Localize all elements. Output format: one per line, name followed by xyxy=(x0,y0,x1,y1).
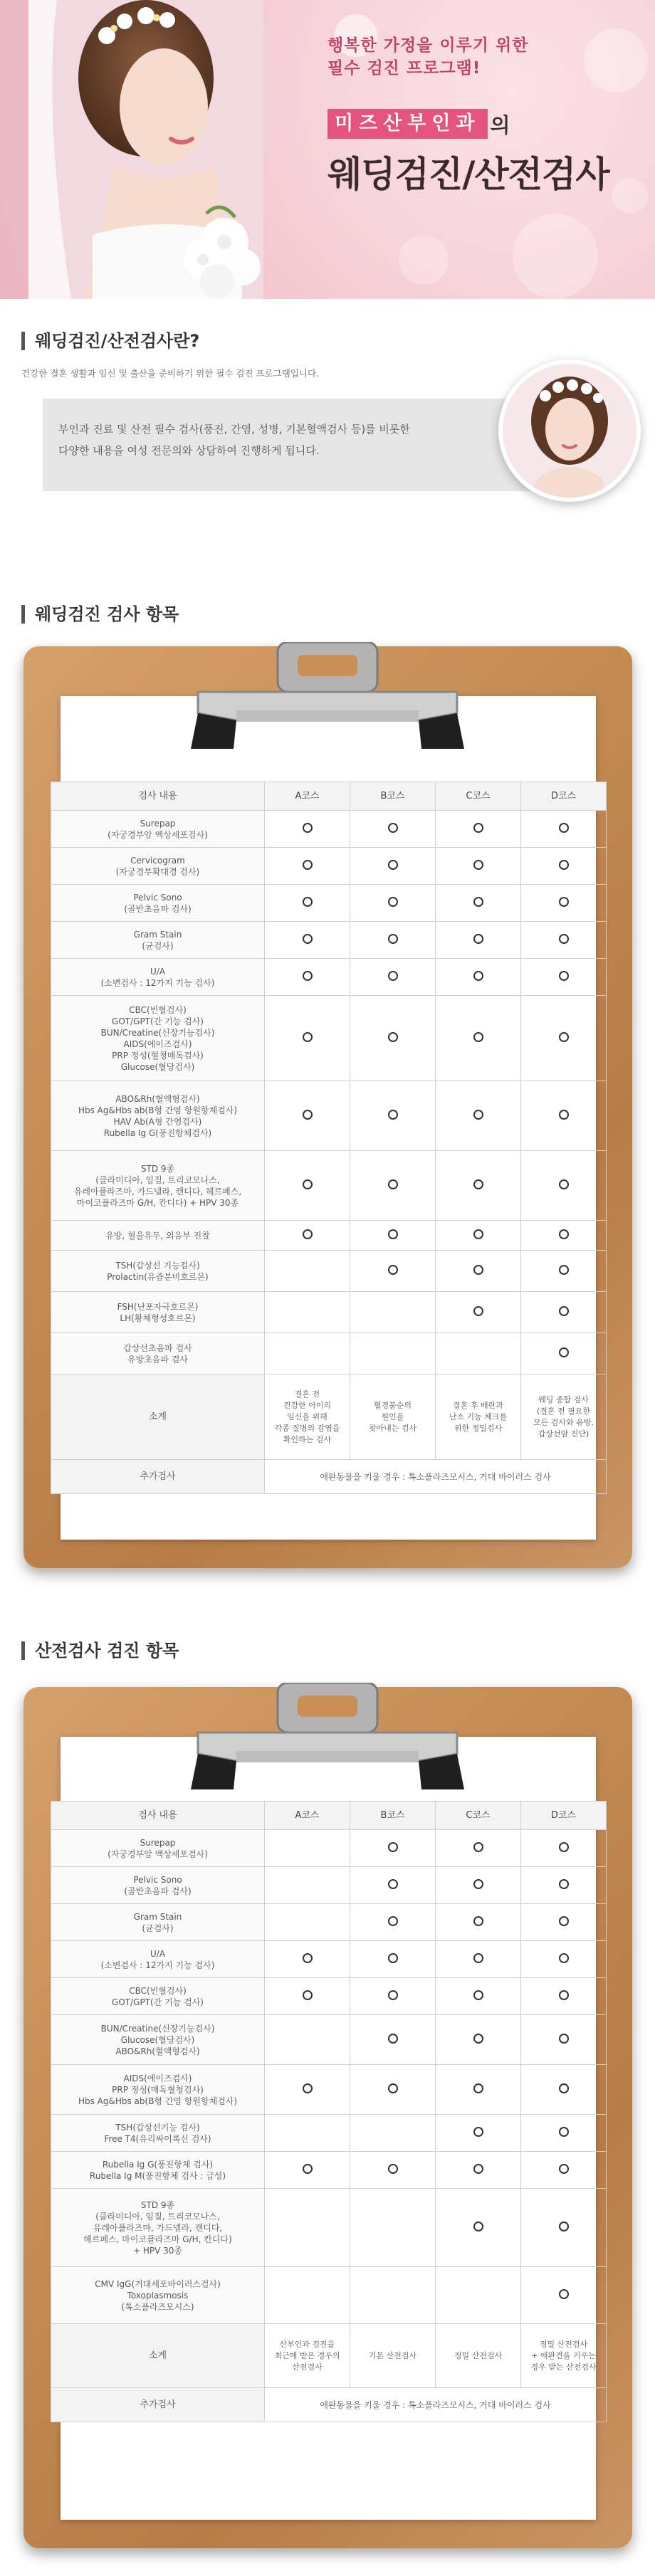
exam-item: CBC(빈혈검사) GOT/GPT(간 기능 검사) BUN/Creatine(신장기능검사) AIDS(에이즈검사) PRP 정성(혈청매독검사) Glucose(혈당검사) xyxy=(51,996,265,1081)
course-cell xyxy=(521,2189,607,2267)
exam-item: Pelvic Sono (골반초음파 검사) xyxy=(51,885,265,922)
course-cell xyxy=(265,1081,350,1151)
course-cell xyxy=(436,959,521,996)
table-row xyxy=(51,996,607,1081)
included-circle-icon xyxy=(473,2034,483,2044)
course-cell xyxy=(436,885,521,922)
included-circle-icon xyxy=(559,1179,569,1189)
course-cell xyxy=(265,1867,350,1904)
course-cell xyxy=(521,1333,607,1374)
wedding-heading: 웨딩검진 검사 항목 xyxy=(21,605,179,624)
extra-value: 애완동물을 키울 경우 : 톡소플라즈모시스, 거대 바이러스 검사 xyxy=(265,2388,607,2422)
course-cell xyxy=(436,2152,521,2189)
course-cell xyxy=(265,1221,350,1251)
included-circle-icon xyxy=(559,1229,569,1239)
course-cell xyxy=(350,959,436,996)
included-circle-icon xyxy=(559,2222,569,2231)
included-circle-icon xyxy=(303,934,313,944)
included-circle-icon xyxy=(303,823,313,833)
extra-value: 애완동물을 키울 경우 : 톡소플라즈모시스, 거대 바이러스 검사 xyxy=(265,1460,607,1494)
course-cell xyxy=(521,1081,607,1151)
course-cell xyxy=(350,811,436,848)
included-circle-icon xyxy=(559,2164,569,2174)
table-row xyxy=(51,1292,607,1333)
course-cell xyxy=(521,1941,607,1978)
included-circle-icon xyxy=(559,1347,569,1357)
table-row xyxy=(51,2065,607,2115)
course-cell xyxy=(265,2152,350,2189)
included-circle-icon xyxy=(473,823,483,833)
course-cell xyxy=(436,2115,521,2152)
table-row xyxy=(51,959,607,996)
included-circle-icon xyxy=(473,1916,483,1926)
course-cell xyxy=(436,996,521,1081)
included-circle-icon xyxy=(473,897,483,907)
course-cell xyxy=(350,996,436,1081)
course-cell xyxy=(350,2267,436,2324)
exam-item: 유방, 혈울유두, 외음부 진찰 xyxy=(51,1221,265,1251)
course-cell xyxy=(265,811,350,848)
table-row xyxy=(51,922,607,959)
included-circle-icon xyxy=(303,860,313,870)
exam-item: STD 9종 (클라미디아, 임질, 트리코모나스, 유레아플라즈마, 가드넬라, 캔디다, 헤르페스, 마이코플라즈마 G/H, 칸디다) + HPV 30종 xyxy=(51,1151,265,1221)
course-cell xyxy=(265,996,350,1081)
summary-label: 소계 xyxy=(51,1374,265,1460)
course-cell xyxy=(350,1978,436,2015)
clinic-name-box: 미즈산부인과 xyxy=(328,109,488,139)
column-header-course: A코스 xyxy=(265,1802,350,1830)
table-row xyxy=(51,1978,607,2015)
column-header-course: C코스 xyxy=(436,1802,521,1830)
included-circle-icon xyxy=(388,2034,398,2044)
course-cell xyxy=(521,1251,607,1292)
exam-item: TSH(갑상선 기능검사) Prolactin(유즙분비호르몬) xyxy=(51,1251,265,1292)
summary-cell: 웨딩 종합 검사 (결혼 전 필요한 모든 검사와 유방, 갑상선암 진단) xyxy=(521,1374,607,1460)
included-circle-icon xyxy=(303,1229,313,1239)
column-header-item: 검사 내용 xyxy=(51,1802,265,1830)
included-circle-icon xyxy=(473,2164,483,2174)
exam-item: Gram Stain (균검사) xyxy=(51,922,265,959)
course-cell xyxy=(436,2267,521,2324)
included-circle-icon xyxy=(473,934,483,944)
wedding-clipboard xyxy=(23,646,632,1568)
course-cell xyxy=(265,2267,350,2324)
exam-item: AIDS(에이즈검사) PRP 정성(매독혈청검사) Hbs Ag&Hbs ab(B형 간염 항원항체검사) xyxy=(51,2065,265,2115)
included-circle-icon xyxy=(559,1953,569,1963)
course-cell xyxy=(350,2152,436,2189)
exam-item: Surepap (자궁경부암 액상세포검사) xyxy=(51,1830,265,1867)
included-circle-icon xyxy=(559,971,569,981)
course-cell xyxy=(521,2152,607,2189)
course-cell xyxy=(350,1251,436,1292)
included-circle-icon xyxy=(473,971,483,981)
included-circle-icon xyxy=(559,2034,569,2044)
included-circle-icon xyxy=(559,1916,569,1926)
course-cell xyxy=(350,1221,436,1251)
course-cell xyxy=(521,1978,607,2015)
course-cell xyxy=(521,2267,607,2324)
hero-tagline: 행복한 가정을 이루기 위한 필수 검진 프로그램! xyxy=(328,36,529,78)
clipboard-clamp-icon xyxy=(191,1683,464,1797)
table-header-row xyxy=(51,1802,607,1830)
course-cell xyxy=(350,1941,436,1978)
course-cell xyxy=(350,1867,436,1904)
table-row xyxy=(51,885,607,922)
included-circle-icon xyxy=(473,1842,483,1852)
course-cell xyxy=(265,922,350,959)
included-circle-icon xyxy=(388,860,398,870)
summary-cell: 정밀 산전검사 xyxy=(436,2324,521,2388)
included-circle-icon xyxy=(473,1179,483,1189)
course-cell xyxy=(436,1292,521,1333)
included-circle-icon xyxy=(473,1032,483,1042)
included-circle-icon xyxy=(388,1879,398,1889)
exam-item: CMV IgG(거대세포바이러스검사) Toxoplasmosis (톡소플라즈모시스) xyxy=(51,2267,265,2324)
clipboard-clamp-icon xyxy=(191,642,464,756)
course-cell xyxy=(265,2115,350,2152)
table-row xyxy=(51,1941,607,1978)
included-circle-icon xyxy=(388,1179,398,1189)
included-circle-icon xyxy=(303,897,313,907)
table-row xyxy=(51,811,607,848)
course-cell xyxy=(436,2065,521,2115)
wedding-table xyxy=(51,782,607,1494)
included-circle-icon xyxy=(388,934,398,944)
course-cell xyxy=(265,1941,350,1978)
included-circle-icon xyxy=(559,1990,569,2000)
included-circle-icon xyxy=(388,1032,398,1042)
included-circle-icon xyxy=(559,1110,569,1120)
course-cell xyxy=(436,1151,521,1221)
column-header-course: D코스 xyxy=(521,1802,607,1830)
included-circle-icon xyxy=(388,1916,398,1926)
summary-label: 소계 xyxy=(51,2324,265,2388)
extra-row xyxy=(51,2388,607,2422)
included-circle-icon xyxy=(559,2083,569,2093)
exam-item: FSH(난포자극호르몬) LH(황체형성호르몬) xyxy=(51,1292,265,1333)
table-row xyxy=(51,2189,607,2267)
included-circle-icon xyxy=(303,1179,313,1189)
included-circle-icon xyxy=(559,2289,569,2299)
course-cell xyxy=(350,2065,436,2115)
included-circle-icon xyxy=(559,823,569,833)
intro-box-line1: 부인과 진료 및 산전 필수 검사(풍진, 간염, 성병, 기본혈액검사 등)를 비롯한 xyxy=(58,423,410,436)
course-cell xyxy=(521,811,607,848)
included-circle-icon xyxy=(473,1229,483,1239)
table-row xyxy=(51,2267,607,2324)
course-cell xyxy=(521,1867,607,1904)
course-cell xyxy=(436,811,521,848)
course-cell xyxy=(521,922,607,959)
included-circle-icon xyxy=(388,971,398,981)
exam-item: Cervicogram (자궁경부확대경 검사) xyxy=(51,848,265,885)
intro-box-line2: 다양한 내용을 여성 전문의와 상담하여 진행하게 됩니다. xyxy=(58,444,320,457)
exam-item: BUN/Creatine(신장기능검사) Glucose(혈당검사) ABO&Rh(혈액형검사) xyxy=(51,2015,265,2065)
included-circle-icon xyxy=(473,2222,483,2231)
extra-label: 추가검사 xyxy=(51,1460,265,1494)
prenatal-table xyxy=(51,1801,607,2422)
summary-cell: 혈경불순의 원인을 찾아내는 검사 xyxy=(350,1374,436,1460)
hero-banner xyxy=(0,0,655,299)
column-header-item: 검사 내용 xyxy=(51,782,265,811)
course-cell xyxy=(436,848,521,885)
column-header-course: C코스 xyxy=(436,782,521,811)
course-cell xyxy=(350,885,436,922)
included-circle-icon xyxy=(473,2083,483,2093)
included-circle-icon xyxy=(303,1953,313,1963)
exam-item: U/A (소변검사 : 12가지 기능 검사) xyxy=(51,959,265,996)
summary-cell: 산부인과 검진을 최근에 받은 경우의 산전검사 xyxy=(265,2324,350,2388)
course-cell xyxy=(436,1904,521,1941)
exam-item: 갑상선초음파 검사 유방초음파 검사 xyxy=(51,1333,265,1374)
course-cell xyxy=(436,1867,521,1904)
included-circle-icon xyxy=(473,1953,483,1963)
course-cell xyxy=(436,2189,521,2267)
included-circle-icon xyxy=(473,2127,483,2137)
course-cell xyxy=(265,1292,350,1333)
course-cell xyxy=(521,2115,607,2152)
included-circle-icon xyxy=(473,1879,483,1889)
course-cell xyxy=(521,1830,607,1867)
extra-row xyxy=(51,1460,607,1494)
included-circle-icon xyxy=(473,1990,483,2000)
table-row xyxy=(51,1867,607,1904)
included-circle-icon xyxy=(303,2164,313,2174)
course-cell xyxy=(436,1221,521,1251)
table-header-row xyxy=(51,782,607,811)
course-cell xyxy=(350,848,436,885)
included-circle-icon xyxy=(303,971,313,981)
table-row xyxy=(51,1151,607,1221)
course-cell xyxy=(265,1251,350,1292)
prenatal-heading: 산전검사 검진 항목 xyxy=(21,1641,179,1660)
summary-row xyxy=(51,2324,607,2388)
table-row xyxy=(51,2152,607,2189)
course-cell xyxy=(436,1333,521,1374)
included-circle-icon xyxy=(559,860,569,870)
course-cell xyxy=(436,1251,521,1292)
included-circle-icon xyxy=(388,1990,398,2000)
included-circle-icon xyxy=(303,1110,313,1120)
course-cell xyxy=(265,2065,350,2115)
course-cell xyxy=(521,1904,607,1941)
included-circle-icon xyxy=(559,1306,569,1316)
course-cell xyxy=(521,848,607,885)
included-circle-icon xyxy=(303,2083,313,2093)
hero-title: 웨딩검진/산전검사 xyxy=(328,154,609,195)
included-circle-icon xyxy=(473,1110,483,1120)
course-cell xyxy=(436,2015,521,2065)
exam-item: TSH(갑상선기능 검사) Free T4(유리싸이록신 검사) xyxy=(51,2115,265,2152)
included-circle-icon xyxy=(559,1265,569,1275)
course-cell xyxy=(436,1978,521,2015)
included-circle-icon xyxy=(559,934,569,944)
course-cell xyxy=(521,996,607,1081)
exam-item: Gram Stain (균검사) xyxy=(51,1904,265,1941)
course-cell xyxy=(265,1830,350,1867)
exam-item: Surepap (자궁경부암 액상세포검사) xyxy=(51,811,265,848)
column-header-course: A코스 xyxy=(265,782,350,811)
course-cell xyxy=(350,1904,436,1941)
course-cell xyxy=(265,1904,350,1941)
included-circle-icon xyxy=(388,1842,398,1852)
included-circle-icon xyxy=(559,1842,569,1852)
included-circle-icon xyxy=(303,1990,313,2000)
clinic-name-suffix: 의 xyxy=(490,112,510,137)
table-row xyxy=(51,1904,607,1941)
included-circle-icon xyxy=(303,1032,313,1042)
included-circle-icon xyxy=(388,1229,398,1239)
course-cell xyxy=(265,2015,350,2065)
table-row xyxy=(51,1221,607,1251)
course-cell xyxy=(350,1333,436,1374)
table-row xyxy=(51,848,607,885)
included-circle-icon xyxy=(388,1953,398,1963)
table-row xyxy=(51,2015,607,2065)
exam-item: Pelvic Sono (골반초음파 검사) xyxy=(51,1867,265,1904)
included-circle-icon xyxy=(388,2083,398,2093)
summary-row xyxy=(51,1374,607,1460)
course-cell xyxy=(436,1081,521,1151)
course-cell xyxy=(350,1292,436,1333)
course-cell xyxy=(436,1941,521,1978)
exam-item: ABO&Rh(혈액형검사) Hbs Ag&Hbs ab(B형 간염 항원항체검사) HAV Ab(A형 간염검사) Rubella Ig G(풍진항체검사) xyxy=(51,1081,265,1151)
exam-item: CBC(빈혈검사) GOT/GPT(간 기능 검사) xyxy=(51,1978,265,2015)
summary-cell: 결혼 전 건강한 아이의 임신을 위해 각종 질병의 감염을 확인하는 검사 xyxy=(265,1374,350,1460)
prenatal-clipboard xyxy=(23,1687,632,2548)
table-row xyxy=(51,1251,607,1292)
intro-box xyxy=(43,399,541,491)
included-circle-icon xyxy=(473,1306,483,1316)
course-cell xyxy=(521,2015,607,2065)
course-cell xyxy=(521,1221,607,1251)
included-circle-icon xyxy=(559,2127,569,2137)
course-cell xyxy=(265,1978,350,2015)
included-circle-icon xyxy=(473,1265,483,1275)
course-cell xyxy=(436,1830,521,1867)
exam-item: Rubella Ig G(풍진항체 검사) Rubella Ig M(풍진항체 검사 : 급성) xyxy=(51,2152,265,2189)
column-header-course: D코스 xyxy=(521,782,607,811)
intro-heading: 웨딩검진/산전검사란? xyxy=(21,332,199,350)
course-cell xyxy=(265,848,350,885)
table-row xyxy=(51,2115,607,2152)
column-header-course: B코스 xyxy=(350,782,436,811)
included-circle-icon xyxy=(388,2164,398,2174)
included-circle-icon xyxy=(388,897,398,907)
course-cell xyxy=(521,959,607,996)
bride-avatar xyxy=(498,359,641,502)
included-circle-icon xyxy=(559,1032,569,1042)
extra-label: 추가검사 xyxy=(51,2388,265,2422)
included-circle-icon xyxy=(388,823,398,833)
table-row xyxy=(51,1830,607,1867)
column-header-course: B코스 xyxy=(350,1802,436,1830)
exam-item: STD 9종 (클라미디아, 임질, 트리코모나스, 유레아플라즈마, 가드넬라, 캔디다, 헤르페스, 마이코플라즈마 G/H, 칸디다) + HPV 30종 xyxy=(51,2189,265,2267)
table-row xyxy=(51,1081,607,1151)
course-cell xyxy=(521,1151,607,1221)
course-cell xyxy=(350,1081,436,1151)
course-cell xyxy=(350,2015,436,2065)
exam-item: U/A (소변검사 : 12가지 기능 검사) xyxy=(51,1941,265,1978)
summary-cell: 결혼 후 배란과 난소 기능 체크를 위한 정밀검사 xyxy=(436,1374,521,1460)
course-cell xyxy=(265,2189,350,2267)
included-circle-icon xyxy=(388,1265,398,1275)
included-circle-icon xyxy=(559,1879,569,1889)
clinic-name xyxy=(328,108,510,140)
included-circle-icon xyxy=(473,860,483,870)
table-row xyxy=(51,1333,607,1374)
course-cell xyxy=(350,1830,436,1867)
course-cell xyxy=(265,885,350,922)
course-cell xyxy=(521,885,607,922)
course-cell xyxy=(265,1151,350,1221)
bride-photo xyxy=(28,0,263,299)
summary-cell: 기본 산전검사 xyxy=(350,2324,436,2388)
course-cell xyxy=(436,922,521,959)
course-cell xyxy=(350,922,436,959)
course-cell xyxy=(350,1151,436,1221)
course-cell xyxy=(521,1292,607,1333)
included-circle-icon xyxy=(388,1110,398,1120)
summary-cell: 정밀 산전검사 + 애완견을 키우는 경우 받는 산전검사 xyxy=(521,2324,607,2388)
course-cell xyxy=(265,1333,350,1374)
course-cell xyxy=(521,2065,607,2115)
included-circle-icon xyxy=(559,897,569,907)
intro-description: 건강한 결혼 생활과 임신 및 출산을 준비하기 위한 필수 검진 프로그램입니다. xyxy=(21,368,320,379)
course-cell xyxy=(350,2189,436,2267)
course-cell xyxy=(350,2115,436,2152)
course-cell xyxy=(265,959,350,996)
